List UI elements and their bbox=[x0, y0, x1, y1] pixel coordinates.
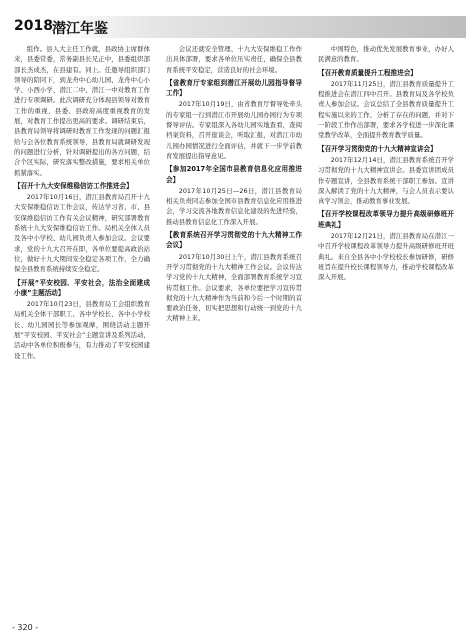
section-heading: 【参加2017年全国市县教育信息化应用推进会】 bbox=[166, 165, 302, 184]
section-heading: 【教育系统召开学习贯彻党的十九大精神工作会议】 bbox=[166, 231, 302, 250]
body-paragraph: 2017年10月25日—26日，潜江县教育局相关负责同志参加全国市县教育信息化应用推进会，学习交流各地教育信息化建设的先进经验，推动县教育信息化工作深入开展。 bbox=[166, 186, 302, 226]
body-paragraph: 组作。县人大主任工作就，县政协主席群体来，县委常委，常务副县长兄正中，县委组织部部长杰成杰，在县建有。同上。任邀导组织部门领导的陪同下，到龙舟中心幼儿园、龙舟中心小学、小西小学、潜江二中，潜江一中对教育工作进行专项调研。此次调研充分体现县领导对教育工作的重视，县委、县政府高度重视教育的发展，对教育工作提出更高的要求。调研结束后，县教育局领导将调研时教育工作发现的问题汇报给与会各位教育系统领导，县教育局就调研发现的问题进行分析，针对调研提出的各方问题，结合个区实际，研究落实整改措施，要求相关单位抓紧落实。 bbox=[14, 45, 150, 177]
body-paragraph: 2017年12月21日，潜江县教育局在潜江一中召开学校课程改革领导力提升高级研修班开班典礼。来自全县各中小学校校长参加研修，研修班旨在提升校长课程领导力，推动学校课程改革深入开展。 bbox=[318, 232, 454, 282]
text-column-2 bbox=[166, 44, 302, 624]
section-heading: 【召开教育质量提升工程推进会】 bbox=[318, 68, 417, 77]
section-heading: 【召开学习贯彻党的十九大精神宣讲会】 bbox=[318, 144, 437, 153]
page-number: - 320 - bbox=[12, 623, 39, 632]
body-paragraph: 2017年12月14日，潜江县教育系统召开学习贯彻党的十九大精神宣讲会。县委宣讲团成员作专题宣讲，全县教育系统干部职工参加。宣讲深入解读了党的十九大精神，与会人员表示要认真学习领会，推动教育事业发展。 bbox=[318, 155, 454, 206]
section-heading: 【省教育厅专家组到潜江开展幼儿园指导督导工作】 bbox=[166, 78, 302, 98]
body-paragraph: 2017年11月25日，潜江县教育质量提升工程推进会在潜江四中召开。县教育局及各学校负责人参加会议。会议总结了全县教育质量提升工程实施以来的工作，分析了存在的问题，并对下一阶段工作作出部署，要求各学校进一步深化课堂教学改革，全面提升教育教学质量。 bbox=[318, 79, 454, 140]
section-heading: 【召开十九大安保维稳信访工作推进会】 bbox=[14, 181, 133, 190]
body-paragraph: 2017年10月16日，潜江县教育局召开十九大安保维稳信访工作会议，传达学习省、市、县安保维稳信访工作有关会议精神，研究部署教育系统十九大安保维稳信访工作。局机关全体人员及各中小学校、幼儿园负责人参加会议。会议要求，党的十九大召开在即，各单位要提高政治站位，做好十九大期间安全稳定各项工作，全力确保全县教育系统持续安全稳定。 bbox=[14, 193, 150, 274]
text-column-1 bbox=[14, 44, 150, 624]
page-header bbox=[0, 16, 468, 40]
body-paragraph: 2017年10月30日上午，潜江县教育系统召开学习贯彻党的十九大精神工作会议。会议传达学习党的十九大精神，全面部署教育系统学习宣传贯彻工作。会议要求，各单位要把学习宣传贯彻党的十九大精神作为当前和今后一个时期的首要政治任务，切实把思想和行动统一到党的十九大精神上来。 bbox=[166, 252, 302, 323]
section-heading: 【开展“平安校园、平安社会，法治全面建成小康”主题活动】 bbox=[14, 278, 150, 297]
section-heading: 【召开学校课程改革领导力提升高级研修班开班典礼】 bbox=[318, 210, 454, 229]
text-column-3 bbox=[318, 44, 454, 624]
body-paragraph: 中国特色，推动优先发展教育事业，办好人民满意的教育。 bbox=[318, 45, 454, 64]
body-paragraph: 2017年10月19日，由省教育厅督导处牵头的专家组一行到潜江市开展幼儿园办园行为专项督导评估。专家组深入各幼儿园实地查看，查阅档案资料，召开座谈会，听取汇报，对潜江市幼儿园办园情况进行全面评估，并就下一步学前教育发展提出指导意见。 bbox=[166, 100, 302, 160]
body-paragraph: 会议还就安全管理、十九大安保维稳工作作出具体部署，要求各单位压实责任，确保全县教育系统平安稳定，营造良好的社会环境。 bbox=[166, 45, 302, 74]
header-title: 潜江年鉴 bbox=[52, 21, 108, 37]
header-band bbox=[48, 16, 466, 38]
body-paragraph: 2017年10月23日，县教育局工会组织教育局机关全体干部职工、各中学校长、各中小学校长、幼儿园园长等参加观摩，围绕活动主题开展“平安校园、平安社会”主题宣讲及系列活动，活动中各单位积极参与，有力推动了平安校园建设工作。 bbox=[14, 300, 150, 360]
header-year: 2018 bbox=[14, 18, 53, 34]
